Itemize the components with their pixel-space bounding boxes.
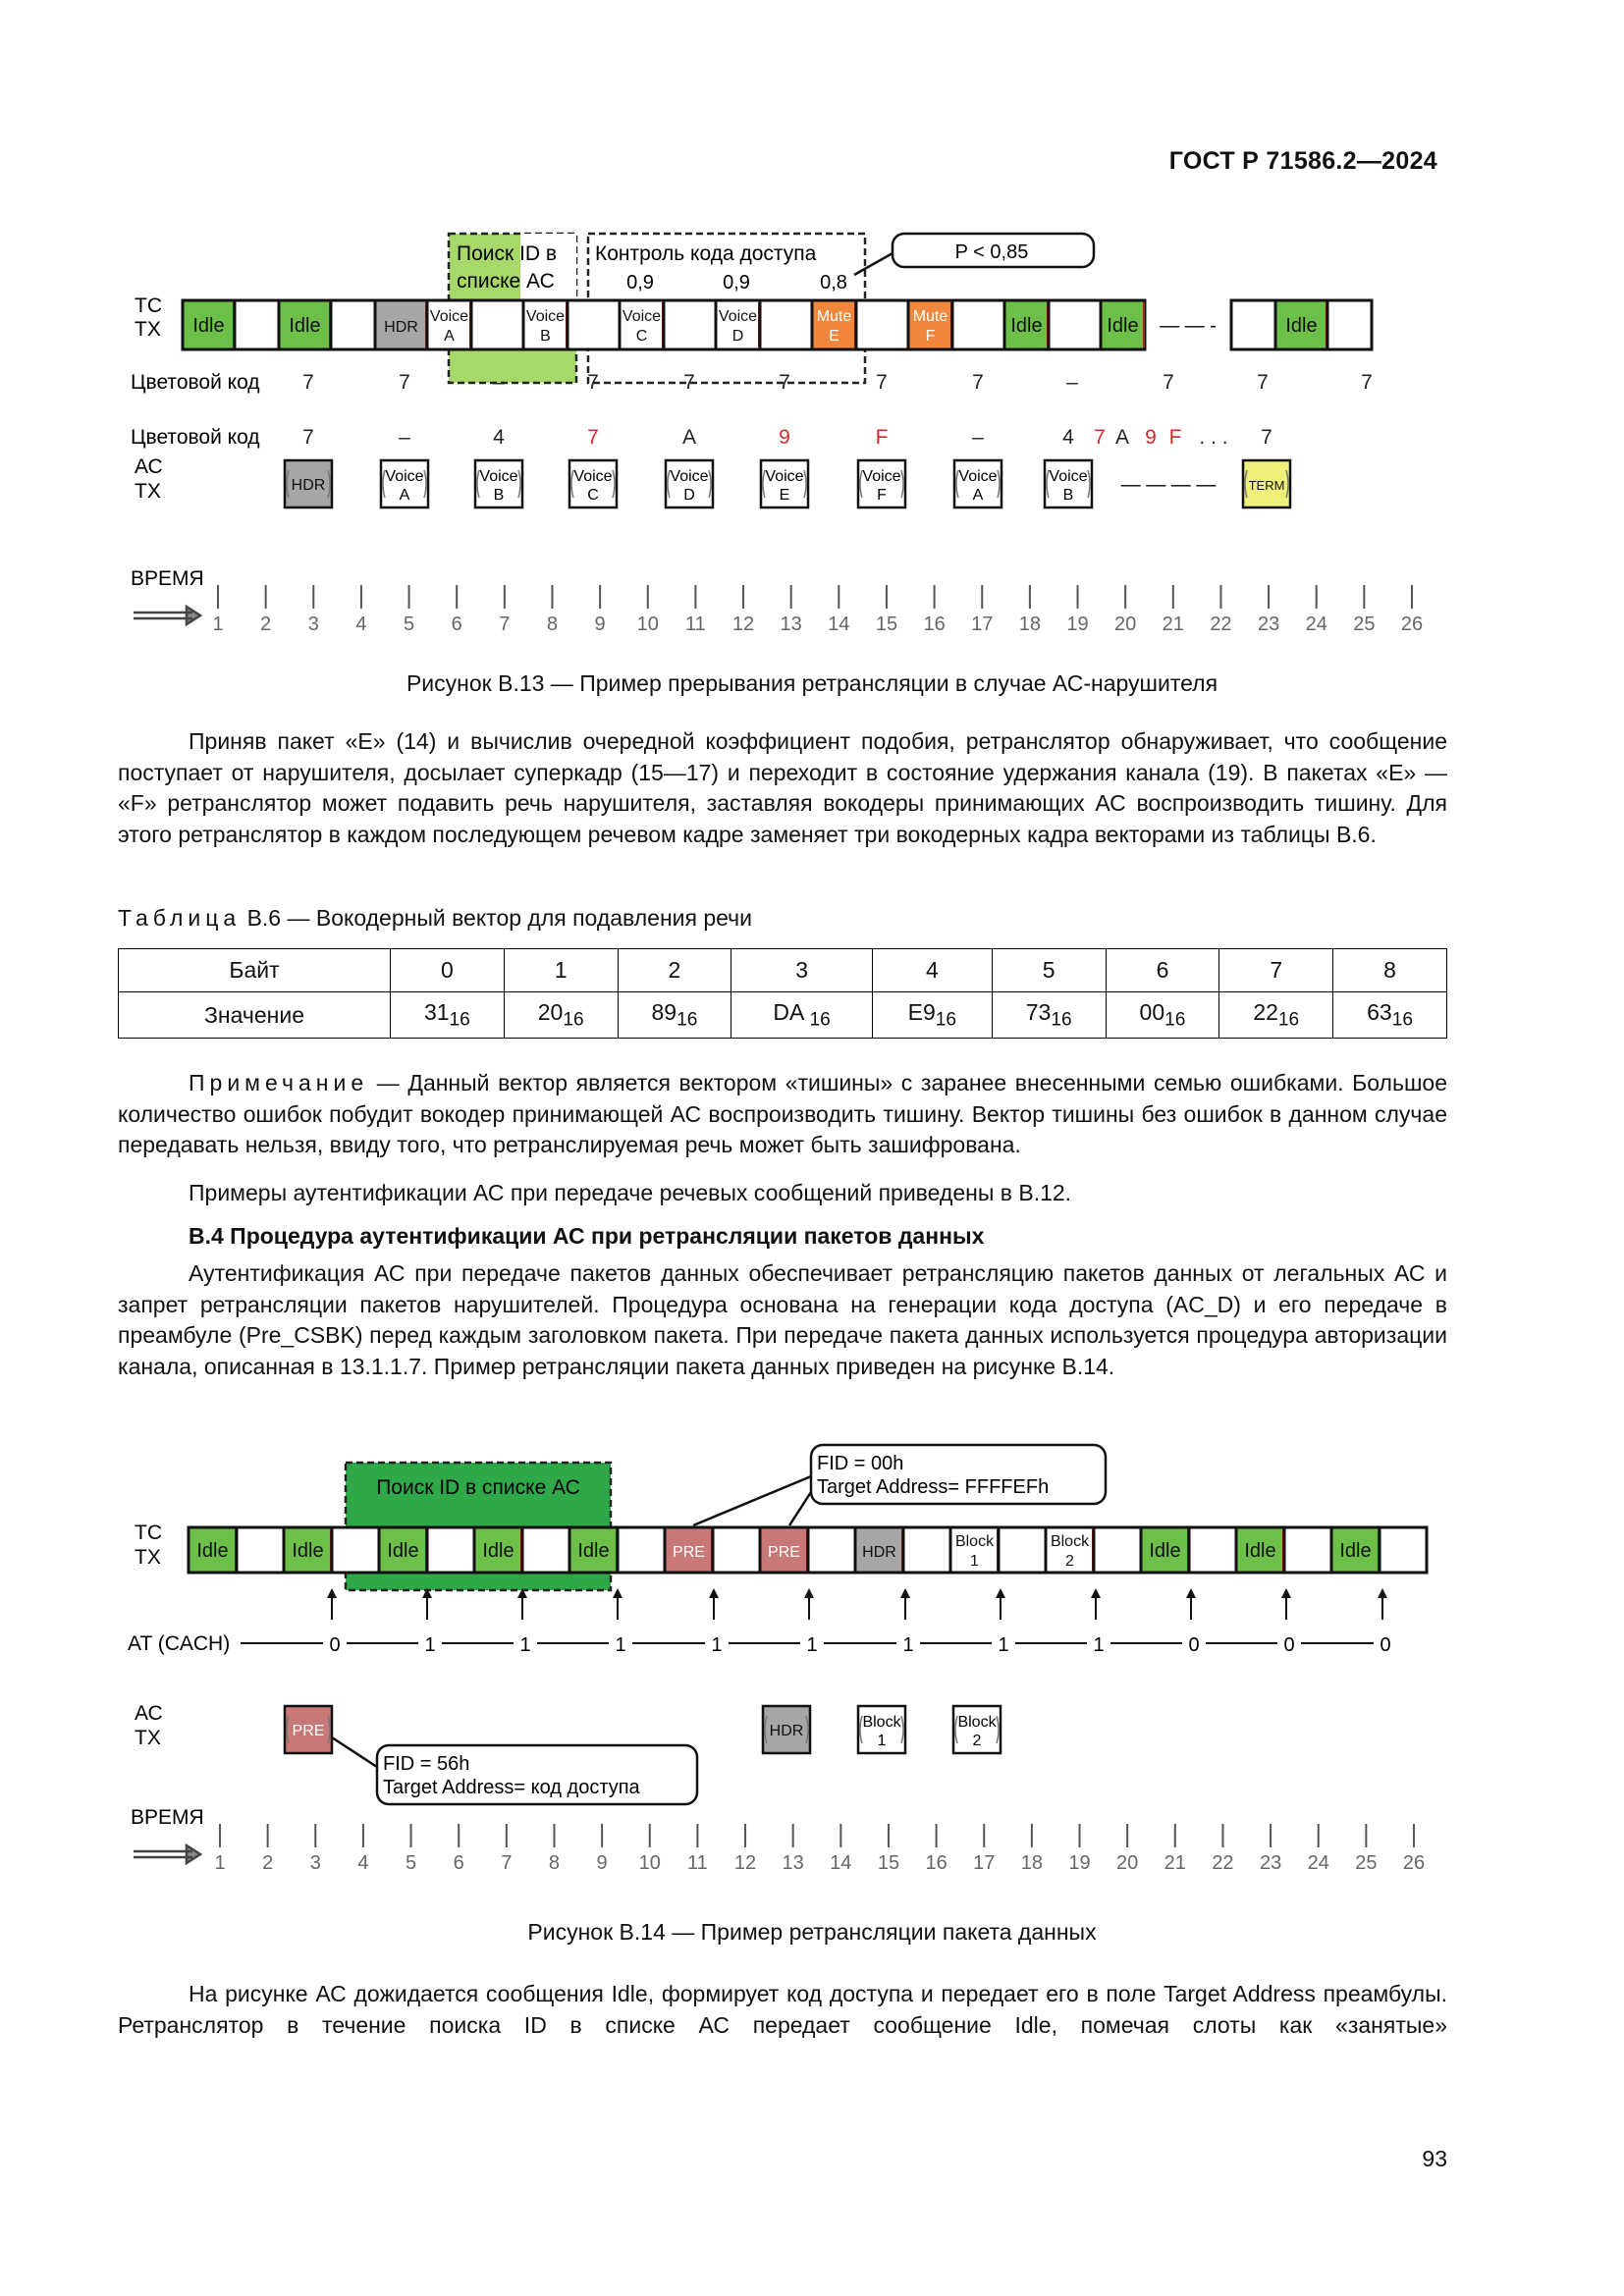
time-tick-label: 26 [1402, 1852, 1426, 1874]
paragraph-1: Приняв пакет «Е» (14) и вычислив очередной коэффициент подобия, ретранслятор обнаруживает, что сообщение поступает от нарушителя, досылает суперкадр (15—17) и переходит в состояние удержания канала (19). В пакетах «Е» — «F» ретранслятор может подавить речь нарушителя, заставляя вокодеры принимающих АС воспроизводить тишину. Для этого ретранслятор в каждом последующем речевом кадре заменяет три вокодерных кадра векторами из таблицы В.6. [118, 728, 1447, 847]
time-tick-label: 6 [453, 1852, 464, 1874]
at-value: 1 [519, 1634, 531, 1656]
ac-slot-sublabel: F [877, 487, 887, 504]
table-header-cell: Байт [119, 949, 391, 992]
table-title [118, 905, 752, 932]
table-cell: $89_{16}$ [618, 992, 731, 1039]
slot-label: Idle [577, 1540, 610, 1562]
ac-color-code: – [972, 426, 984, 449]
ac-slot-sublabel: B [493, 487, 505, 504]
slot-label: PRE [673, 1544, 705, 1561]
row-label: ТС [135, 1522, 162, 1544]
ac-gap-dashes: — — — — [1120, 474, 1217, 496]
at-arrowhead [804, 1588, 814, 1598]
ac-slot-sublabel: 1 [877, 1733, 887, 1749]
slot-label: Mute [816, 308, 852, 325]
table-label: Таблица [118, 905, 242, 931]
paragraph-3: Аутентификация АС при передаче пакетов данных обеспечивает ретрансляцию пакетов данных от легальных АС и запрет ретрансляции пакетов нарушителей. Процедура основана на генерации кода доступа (AC_D) и его передаче в преамбуле (Pre_CSBK) перед каждым заголовком пакета. При передаче пакета данных используется процедура авторизации канала, описанная в 13.1.1.7. Пример ретрансляции пакета данных приведен на рисунке В.14. [118, 1260, 1447, 1379]
time-tick-label: 4 [357, 1852, 369, 1874]
tc-color-code: 7 [683, 371, 695, 394]
ac-slot-label: HDR [769, 1723, 804, 1739]
ac-slot-sublabel: B [1062, 487, 1074, 504]
paragraph-2: Примеры аутентификации АС при передаче речевых сообщений приведены в В.12. [189, 1180, 1072, 1205]
ac-slot-label: Voice [385, 468, 424, 485]
time-tick-label: 9 [594, 614, 606, 635]
tc-color-code: 7 [1163, 371, 1174, 394]
ac-color-code: А [681, 426, 697, 449]
slot-label: PRE [768, 1544, 800, 1561]
tc-color-code: 7 [587, 371, 599, 394]
slot-empty [713, 1527, 760, 1573]
ac-slot-label: Voice [670, 468, 709, 485]
time-tick-label: 22 [1210, 614, 1232, 635]
time-tick-label: 23 [1257, 614, 1280, 635]
slot-label: Block [954, 1533, 995, 1550]
time-tick-label: 2 [262, 1852, 274, 1874]
time-tick-label: 13 [782, 1852, 804, 1874]
tc-color-code: – [1066, 371, 1078, 394]
slot-empty [856, 300, 908, 349]
slot-sublabel: A [444, 328, 455, 345]
at-value: 1 [615, 1634, 626, 1656]
time-tick-label: 1 [214, 1852, 226, 1874]
at-value: 1 [902, 1634, 914, 1656]
time-tick-label: 16 [925, 1852, 947, 1874]
time-tick-label: 22 [1212, 1852, 1234, 1874]
ac-slot-label: Voice [573, 468, 613, 485]
ac-color-code: F [875, 426, 889, 449]
slot-empty [618, 1527, 665, 1573]
table-cell: 0 [391, 949, 505, 992]
tc-color-code: 7 [302, 371, 314, 394]
slot-empty [1094, 1527, 1141, 1573]
ac-color-code: 9 [779, 426, 790, 449]
note-label: Примечание [189, 1070, 369, 1095]
table-cell: 4 [872, 949, 992, 992]
tc-color-code: – [493, 371, 505, 394]
at-value: 1 [711, 1634, 723, 1656]
time-tick-label: 4 [355, 614, 367, 635]
ac-color-code: А [1114, 426, 1130, 449]
slot-empty [427, 1527, 474, 1573]
at-arrowhead [1186, 1588, 1196, 1598]
time-tick-label: 16 [923, 614, 946, 635]
ac-slot-sublabel: D [683, 487, 695, 504]
table-row [119, 992, 1447, 1039]
row-label: ТХ [135, 1546, 161, 1569]
time-tick-label: 26 [1400, 614, 1424, 635]
time-tick-label: 21 [1164, 1852, 1186, 1874]
slot-empty [664, 300, 716, 349]
slot-empty [235, 300, 279, 349]
search-id-box-label: Поиск ID в [457, 242, 558, 265]
at-arrowhead [613, 1588, 623, 1598]
ac-color-code: 7 [1094, 426, 1106, 449]
time-label: ВРЕМЯ [131, 567, 204, 590]
at-arrowhead [327, 1588, 337, 1598]
time-tick-label: 12 [733, 1852, 757, 1874]
time-tick-label: 2 [260, 614, 272, 635]
table-cell: 6 [1106, 949, 1219, 992]
time-tick-label: 17 [971, 614, 994, 635]
slot-label: Idle [1285, 315, 1318, 337]
ac-color-code: F [1168, 426, 1182, 449]
table-cell: 2 [618, 949, 731, 992]
time-tick-label: 5 [405, 1852, 417, 1874]
ac-slot-label: HDR [291, 477, 326, 494]
time-tick-label: 15 [877, 1852, 900, 1874]
slot-empty [1380, 1527, 1427, 1573]
ac-slot-label: Block [862, 1714, 901, 1731]
slot-empty [471, 300, 523, 349]
slot-sublabel: 1 [970, 1553, 979, 1570]
slot-label: HDR [862, 1544, 896, 1561]
slot-label: Mute [912, 308, 948, 325]
slot-sublabel: F [925, 328, 936, 345]
slot-empty [1231, 300, 1275, 349]
slot-label: Idle [192, 315, 225, 337]
ac-slot-sublabel: 2 [972, 1733, 982, 1749]
slot-empty [1284, 1527, 1331, 1573]
table-cell: $63_{16}$ [1333, 992, 1447, 1039]
ac-slot-label: Block [957, 1714, 997, 1731]
figure-b13 [0, 216, 1624, 667]
table-cell: $00_{16}$ [1106, 992, 1219, 1039]
slot-label: Idle [1244, 1540, 1276, 1562]
ac-slot-label: Voice [1049, 468, 1088, 485]
ac-color-code: 4 [1062, 426, 1074, 449]
time-tick-label: 7 [501, 1852, 513, 1874]
slot-label: Voice [429, 308, 469, 325]
slot-empty [568, 300, 620, 349]
at-arrowhead [1091, 1588, 1101, 1598]
fid-callout-line: Target Address= FFFFEFh [817, 1476, 1050, 1498]
table-cell: 8 [1333, 949, 1447, 992]
time-tick-label: 5 [403, 614, 415, 635]
slot-sublabel: C [635, 328, 648, 345]
similarity-value: 0,9 [626, 272, 654, 294]
note-text: — Данный вектор является вектором «тишины» с заранее внесенными семью ошибками. Большое количество ошибок побудит вокодер принимающей АС воспроизводить тишину. Вектор тишины без ошибок в данном случае передавать нельзя, ввиду того, что ретранслируемая речь может быть зашифрована. [118, 1070, 1447, 1157]
row-label: АС [135, 1702, 163, 1725]
time-tick-label: 25 [1355, 1852, 1378, 1874]
time-label: ВРЕМЯ [131, 1806, 204, 1829]
slot-sublabel: D [731, 328, 744, 345]
note-paragraph [118, 1068, 1447, 1161]
similarity-value: 0,9 [723, 272, 750, 294]
tc-color-code: 7 [876, 371, 888, 394]
table-cell: 7 [1219, 949, 1333, 992]
gap-dashes: — — - [1160, 315, 1217, 337]
time-tick-label: 3 [309, 1852, 321, 1874]
ac-slot-label: PRE [292, 1723, 325, 1739]
at-value: 1 [1093, 1634, 1105, 1656]
time-tick-label: 23 [1259, 1852, 1282, 1874]
time-tick-label: 10 [638, 1852, 661, 1874]
time-tick-label: 14 [830, 1852, 852, 1874]
time-tick-label: 3 [307, 614, 319, 635]
time-tick-label: 11 [687, 1852, 708, 1874]
row-label: ТС [135, 294, 162, 317]
page-number: 93 [1422, 2146, 1447, 2171]
time-tick-label: 24 [1307, 1852, 1329, 1874]
slot-sublabel: 2 [1065, 1553, 1074, 1570]
at-value: 1 [806, 1634, 818, 1656]
row-label: ТХ [135, 318, 161, 341]
slot-label: Idle [1010, 315, 1043, 337]
ac-color-code: 4 [493, 426, 505, 449]
table-cell: $E9_{16}$ [872, 992, 992, 1039]
time-tick-label: 13 [780, 614, 802, 635]
time-tick-label: 17 [973, 1852, 996, 1874]
figure-b14 [0, 1433, 1624, 1895]
ac-slot-sublabel: C [587, 487, 599, 504]
at-value: 1 [998, 1634, 1009, 1656]
slot-label: Idle [1107, 315, 1139, 337]
slot-empty [1189, 1527, 1236, 1573]
slot-label: Voice [525, 308, 566, 325]
time-tick-label: 7 [499, 614, 511, 635]
slot-label: Idle [196, 1540, 229, 1562]
ac-color-code: – [399, 426, 410, 449]
time-arrow [134, 607, 200, 624]
ac-slot-sublabel: E [779, 487, 790, 504]
figure-b14-caption: Рисунок В.14 — Пример ретрансляции пакета данных [527, 1919, 1097, 1945]
time-tick-label: 1 [212, 614, 224, 635]
ac-slot-sublabel: A [399, 487, 410, 504]
fid-callout-line: FID = 56h [383, 1753, 470, 1775]
access-control-box-label: Контроль кода доступа [595, 242, 817, 265]
row-label: ТХ [135, 480, 161, 503]
fid-callout-line: Target Address= код доступа [383, 1777, 640, 1798]
time-tick-label: 19 [1068, 1852, 1091, 1874]
slot-sublabel: B [540, 328, 551, 345]
ac-slot-label: Voice [479, 468, 518, 485]
at-arrowhead [709, 1588, 719, 1598]
figure-b13-caption: Рисунок В.13 — Пример прерывания ретрансляции в случае АС-нарушителя [406, 670, 1218, 696]
time-tick-label: 24 [1305, 614, 1327, 635]
tc-color-code: 7 [779, 371, 790, 394]
time-tick-label: 6 [451, 614, 462, 635]
slot-label: Idle [482, 1540, 514, 1562]
time-tick-label: 19 [1066, 614, 1089, 635]
ac-slot-label: TERM [1248, 478, 1285, 493]
table-cell: DA $_{16}$ [731, 992, 873, 1039]
section-title: В.4 Процедура аутентификации АС при ретрансляции пакетов данных [189, 1223, 985, 1249]
time-tick-label: 14 [828, 614, 850, 635]
ac-slot-label: Voice [958, 468, 998, 485]
table-cell: 1 [504, 949, 618, 992]
color-code-label: Цветовой код [131, 426, 260, 449]
paragraph-4: На рисунке АС дожидается сообщения Idle, формирует код доступа и передает его в поле Target Address преамбулы. Ретранслятор в течение поиска ID в списке АС передает сообщение Idle, помечая слоты как «занятые» [118, 1981, 1447, 2038]
vocoder-vector-table [118, 948, 1447, 1039]
table-cell: $22_{16}$ [1219, 992, 1333, 1039]
similarity-value: 0,8 [820, 272, 847, 294]
ac-color-code: 7 [302, 426, 314, 449]
table-cell: 5 [992, 949, 1106, 992]
color-code-label: Цветовой код [131, 371, 260, 394]
table-cell: $73_{16}$ [992, 992, 1106, 1039]
slot-empty [1049, 300, 1101, 349]
table-header-cell: Значение [119, 992, 391, 1039]
time-tick-label: 15 [875, 614, 898, 635]
at-value: 0 [1283, 1634, 1295, 1656]
at-arrowhead [996, 1588, 1005, 1598]
slot-empty [760, 300, 812, 349]
ac-color-code: 7 [587, 426, 599, 449]
slot-empty [522, 1527, 569, 1573]
slot-empty [332, 1527, 379, 1573]
time-tick-label: 10 [636, 614, 659, 635]
tc-color-code: 7 [399, 371, 410, 394]
ac-slot-label: Voice [862, 468, 901, 485]
slot-label: Idle [387, 1540, 419, 1562]
fid-callout-line: FID = 00h [817, 1453, 904, 1474]
tc-color-code: 7 [1257, 371, 1269, 394]
slot-label: Idle [289, 315, 321, 337]
at-label: AT (CACH) [128, 1632, 231, 1655]
at-arrowhead [1378, 1588, 1387, 1598]
time-tick-label: 12 [731, 614, 755, 635]
at-arrowhead [900, 1588, 910, 1598]
slot-label: Idle [292, 1540, 324, 1562]
slot-label: Block [1050, 1533, 1090, 1550]
search-id-box-label: Поиск ID в списке АС [376, 1476, 580, 1499]
at-value: 0 [1380, 1634, 1391, 1656]
row-label: ТХ [135, 1727, 161, 1749]
slot-label: Voice [622, 308, 662, 325]
callout-pointer [854, 253, 893, 275]
callout-pointer [332, 1737, 377, 1767]
tc-color-code: 7 [972, 371, 984, 394]
slot-empty [331, 300, 375, 349]
slot-empty [808, 1527, 855, 1573]
ac-slot-sublabel: A [972, 487, 984, 504]
at-value: 0 [1188, 1634, 1200, 1656]
table-caption: В.6 — Вокодерный вектор для подавления речи [246, 905, 753, 931]
slot-label: Idle [1339, 1540, 1372, 1562]
callout-pointer [789, 1492, 811, 1525]
table-cell: $20_{16}$ [504, 992, 618, 1039]
time-tick-label: 8 [546, 614, 559, 635]
table-cell: 3 [731, 949, 873, 992]
time-tick-label: 18 [1020, 1852, 1044, 1874]
slot-label: Idle [1149, 1540, 1181, 1562]
time-tick-label: 20 [1114, 614, 1137, 635]
slot-empty [999, 1527, 1046, 1573]
document-header: ГОСТ Р 71586.2—2024 [1168, 147, 1437, 175]
slot-label: HDR [384, 319, 418, 336]
time-arrow [134, 1845, 200, 1863]
table-cell: $31_{16}$ [391, 992, 505, 1039]
ac-slot-label: Voice [765, 468, 804, 485]
row-label: АС [135, 455, 163, 478]
time-tick-label: 9 [596, 1852, 608, 1874]
at-arrowhead [1281, 1588, 1291, 1598]
probability-callout-text: P < 0,85 [954, 241, 1029, 263]
time-tick-label: 18 [1018, 614, 1042, 635]
time-tick-label: 8 [548, 1852, 561, 1874]
slot-sublabel: E [829, 328, 839, 345]
tc-color-code: 7 [1361, 371, 1373, 394]
time-tick-label: 20 [1116, 1852, 1139, 1874]
ac-color-code: 7 [1261, 426, 1272, 449]
table-row [119, 949, 1447, 992]
ac-color-code: 9 [1145, 426, 1157, 449]
ac-color-code: . . . [1199, 426, 1228, 449]
slot-empty [952, 300, 1004, 349]
slot-empty [903, 1527, 950, 1573]
time-tick-label: 25 [1353, 614, 1376, 635]
search-id-box-label: списке АС [457, 270, 555, 293]
slot-empty [1327, 300, 1372, 349]
time-tick-label: 21 [1162, 614, 1184, 635]
at-value: 0 [329, 1634, 341, 1656]
slot-empty [237, 1527, 284, 1573]
time-tick-label: 11 [685, 614, 706, 635]
slot-label: Voice [718, 308, 758, 325]
at-value: 1 [424, 1634, 436, 1656]
